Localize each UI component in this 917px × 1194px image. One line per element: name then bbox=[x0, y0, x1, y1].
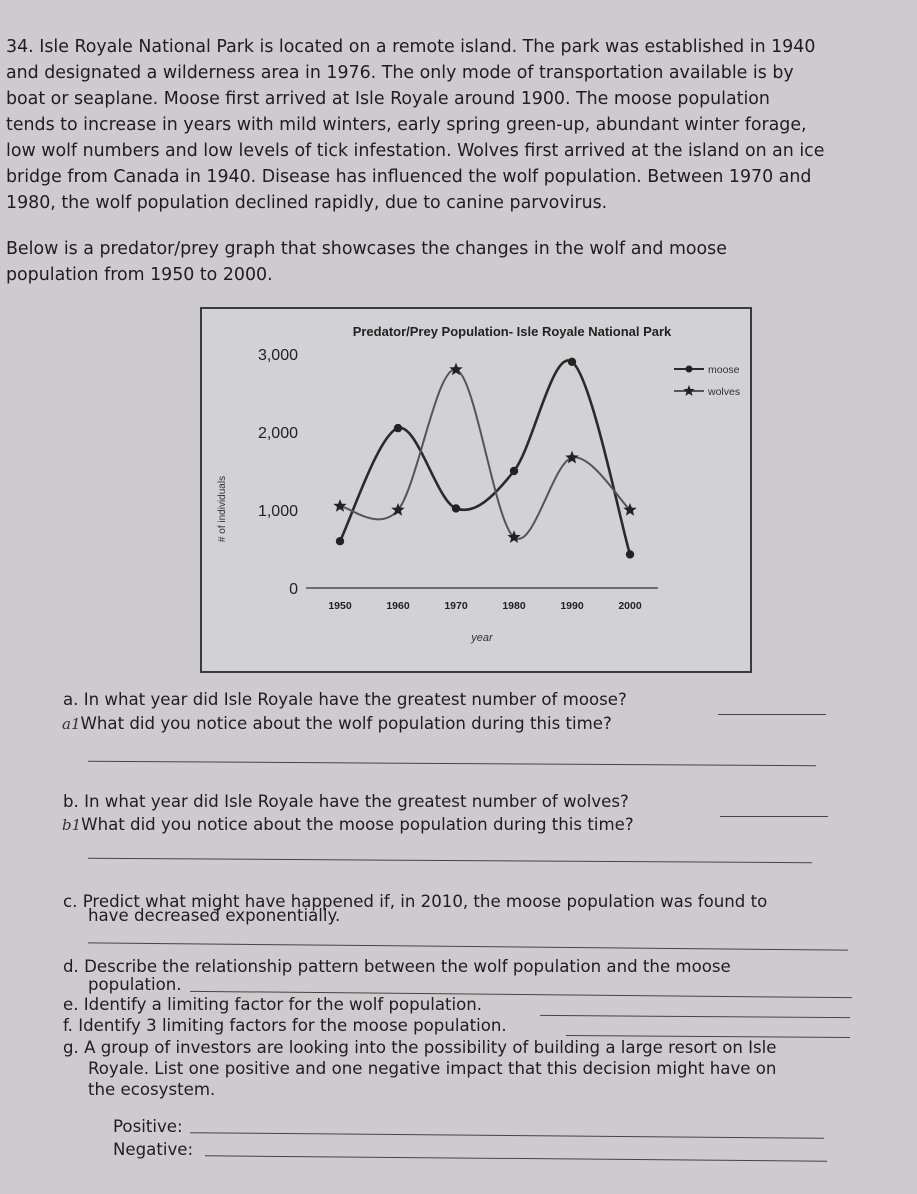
question-d-continued bbox=[88, 974, 182, 995]
question-g-line3: the ecosystem. bbox=[88, 1080, 216, 1099]
question-c-continued bbox=[88, 905, 340, 926]
question-a-label: a. bbox=[63, 690, 79, 709]
x-tick-label: 2000 bbox=[618, 600, 642, 612]
x-tick-label: 1980 bbox=[502, 600, 526, 612]
y-tick-labels bbox=[258, 347, 298, 598]
intro-line: 1980, the wolf population declined rapidly, due to canine parvovirus. bbox=[6, 193, 608, 213]
intro-line: and designated a wilderness area in 1976. The only mode of transportation available is by bbox=[6, 63, 794, 83]
question-d-line2: population. bbox=[88, 975, 182, 994]
x-axis-label: year bbox=[471, 632, 493, 644]
x-tick-label: 1970 bbox=[444, 600, 468, 612]
negative-answer-line[interactable] bbox=[205, 1155, 827, 1161]
y-tick-label: 1,000 bbox=[257, 503, 298, 520]
question-b bbox=[63, 791, 629, 812]
question-g-line1: A group of investors are looking into the possibility of building a large resort on Isle bbox=[84, 1038, 777, 1057]
moose-point bbox=[510, 467, 518, 475]
question-f bbox=[63, 1015, 507, 1036]
question-g-continued bbox=[88, 1079, 215, 1100]
question-b-text: In what year did Isle Royale have the greatest number of wolves? bbox=[84, 792, 629, 811]
intro-line: tends to increase in years with mild winters, early spring green-up, abundant winter forage, bbox=[6, 115, 807, 135]
moose-point bbox=[394, 424, 402, 432]
answer-line-e[interactable] bbox=[540, 1015, 850, 1018]
intro-line: low wolf numbers and low levels of tick infestation. Wolves first arrived at the island on an ice bbox=[6, 141, 825, 161]
x-tick-label: 1960 bbox=[386, 600, 410, 612]
graph-intro-line: Below is a predator/prey graph that showcases the changes in the wolf and moose bbox=[6, 239, 727, 259]
y-axis-label: # of individuals bbox=[217, 475, 228, 543]
graph-intro-line: population from 1950 to 2000. bbox=[6, 265, 273, 285]
question-a bbox=[63, 689, 627, 710]
legend-marker-wolves bbox=[683, 385, 694, 396]
question-b1-text: What did you notice about the moose population during this time? bbox=[81, 815, 634, 834]
chart-frame bbox=[200, 307, 752, 673]
series-layer bbox=[333, 358, 636, 559]
question-c-line2: have decreased exponentially. bbox=[88, 906, 341, 925]
x-tick-label: 1950 bbox=[328, 600, 352, 612]
question-g bbox=[63, 1037, 777, 1058]
question-e-text: Identify a limiting factor for the wolf population. bbox=[83, 995, 483, 1014]
question-g-line2: Royale. List one positive and one negative impact that this decision might have on bbox=[88, 1059, 777, 1078]
wolves-point bbox=[333, 499, 346, 512]
question-c-label: c. bbox=[63, 892, 78, 911]
question-a-text: In what year did Isle Royale have the greatest number of moose? bbox=[83, 690, 627, 709]
question-d-label: d. bbox=[63, 957, 79, 976]
answer-line-b1[interactable] bbox=[88, 858, 812, 863]
answer-line-b[interactable] bbox=[720, 816, 828, 817]
legend-label: moose bbox=[708, 364, 740, 376]
question-b1 bbox=[62, 814, 634, 836]
moose-point bbox=[626, 550, 634, 558]
wolves-line bbox=[340, 369, 630, 538]
answer-line-c[interactable] bbox=[88, 942, 848, 950]
question-a1 bbox=[62, 713, 612, 735]
question-b-label: b. bbox=[63, 792, 79, 811]
question-f-label: f. bbox=[63, 1016, 73, 1035]
moose-point bbox=[336, 537, 344, 545]
moose-point bbox=[568, 358, 576, 366]
question-d-line1: Describe the relationship pattern between the wolf population and the moose bbox=[84, 957, 731, 976]
x-tick-label: 1990 bbox=[560, 600, 584, 612]
legend-label: wolves bbox=[708, 386, 741, 398]
problem-number: 34. bbox=[6, 37, 34, 57]
graph-intro-paragraph bbox=[6, 236, 911, 288]
positive-label: Positive: bbox=[113, 1117, 183, 1136]
chart-title: Predator/Prey Population- Isle Royale National Park bbox=[352, 324, 672, 339]
question-g-label: g. bbox=[63, 1038, 79, 1057]
question-e bbox=[63, 994, 482, 1015]
question-a1-label: a1 bbox=[62, 715, 81, 733]
problem-text bbox=[6, 34, 911, 288]
x-tick-labels bbox=[328, 600, 642, 612]
question-c-line1: Predict what might have happened if, in 2010, the moose population was found to bbox=[82, 892, 768, 911]
question-e-label: e. bbox=[63, 995, 79, 1014]
answer-line-a[interactable] bbox=[718, 714, 826, 715]
question-a1-text: What did you notice about the wolf population during this time? bbox=[80, 714, 612, 733]
intro-line: Isle Royale National Park is located on a remote island. The park was established in 1940 bbox=[39, 37, 816, 57]
question-f-text: Identify 3 limiting factors for the moose population. bbox=[78, 1016, 507, 1035]
intro-paragraph bbox=[6, 34, 911, 216]
negative-label: Negative: bbox=[113, 1140, 194, 1159]
y-tick-label: 3,000 bbox=[257, 347, 298, 364]
legend bbox=[674, 364, 740, 398]
predator-prey-chart bbox=[202, 309, 750, 671]
y-tick-label: 0 bbox=[289, 581, 298, 598]
positive-answer-line[interactable] bbox=[190, 1132, 824, 1139]
answer-line-a1[interactable] bbox=[88, 761, 816, 766]
moose-point bbox=[452, 504, 460, 512]
intro-line: boat or seaplane. Moose first arrived at Isle Royale around 1900. The moose population bbox=[6, 89, 770, 109]
y-tick-label: 2,000 bbox=[257, 425, 298, 442]
legend-marker-moose bbox=[686, 366, 693, 373]
intro-line: bridge from Canada in 1940. Disease has influenced the wolf population. Between 1970 and bbox=[6, 167, 812, 187]
question-b1-label: b1 bbox=[62, 816, 82, 834]
moose-line bbox=[340, 360, 630, 554]
question-g-continued bbox=[88, 1058, 776, 1079]
